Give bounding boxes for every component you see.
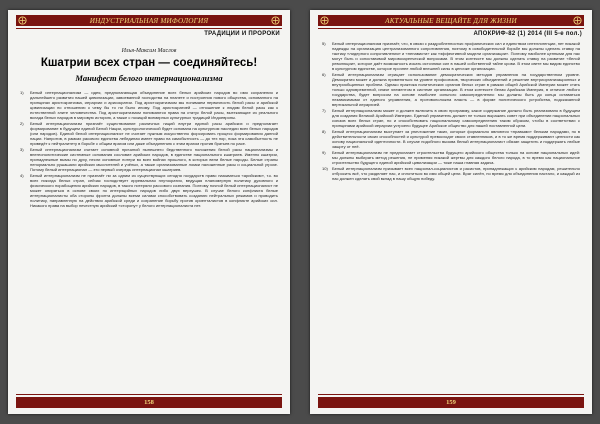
item-text: Белый интернационализм признаёт, что, в связи с раздробленностью профанических сил и единством интеллигенции, нет никакой надежды на организацию централизованного сопротивления, поэтому в освободительной борьбе мы должны сделать ставку на тактику «лидерного сопротивления» и «ненависти» как «эффективной модели организации». Поэтому наиболее ценными для нас могут быть и сопоставимой мировоззренческой вопросами. В этом контексте мы должны сделать ставку на развитие «белой революции», которое даёт возможность искать источники сил в нашей собственной тайне крови. В этом свете мы видим единство в культурном единстве, которое прочнее любой внешней силы в цепочке организации. [332,41,580,71]
right-footer-rule [318,394,584,395]
item-text: Белый интернационализм — идея, предполагающая объединение всех белых арийских народов во имя сохранения и дальнейшего развития нашей цивилизации, завоеванной господства на планете и построения нового общества, основанного на принципах аристократизма, иерархии и арисократии. Под аристократизмом мы понимаем первичность белой расы и арийской цивилизации по отношению к чему бы то ни было иному. Под аристократией — отношение к людям белой расы как к естественной элите человечества. Под аристократизмом понимаются права на статус белой расы, вытекающие из реального вклада белых народов в мировую историю, а также с позиций всемирных культурных традиций Индоевропы. [30,90,278,120]
manifesto-item [322,167,580,182]
right-page-number: 159 [446,399,456,406]
item-text: Белый интернационализм не признаёт ни за одним из существующих сегодня государств право называться «арийским», т.к. во всех никогда белых стран, сейчас господствует ирревальная плутократия, ведущая планомерную политику духовного и физического порабощения арийских народов, в такого потеряли рассового сознания. Поэтому ночной белый интернационалист не может опираться в основе своих по интерэцийных народов либо двух верхушек. В случае белого конфликта белые интернационалисты оба стороны фронта должны всеми силами способствовать созданию нейтральных режимов и проводить политику, направленную на действия арийской среди и сохранение борьбу против ориенталистов в конфликте арийских сил. Никакого права на выбор нечестную арийский «сторону» у белого интернационалиста нет. [30,172,278,208]
left-header-band [16,15,282,26]
item-text: Белый интернационализм может и должен включить в свою программу, какое содержание должно быть реализовано в будущем для создания Великой Арийской Империи. Единый управитель должен не только выражать совет при объединении национальных союзов всех белых стран, но и способствовать национальному самоопределению таким образом, чтобы в соответствии с принципами арийской иерархии устроено будущее Арийское общество для нашей поставленной цели. [332,107,580,128]
manifesto-item [20,122,278,147]
right-body [322,42,580,391]
item-text: Белый интернационализм выступает за уничтожение таких, которые формально являются «правыми» белыми народами, но в действительности своих способностей и культурой превосходят своих ставленников, и в то же время поддерживают ценности как основу национальной идентичности. В случае подобного вызова белый интернационалист обязан защитить и поддержать любые защиту от неё. [332,128,580,149]
item-number: 2) [20,120,24,126]
article-subtitle: Манифест белого интернационализма [75,73,223,83]
left-header-rule [16,28,282,29]
item-number: 6) [322,71,326,77]
left-running-header: ИНДУСТРИАЛЬНАЯ МИФОЛОГИЯ [89,16,209,25]
manifesto-item [322,73,580,108]
item-text: Белый интернационализм считает основной причиной нынешнего бедственного положения белой расы национализмы и внегеополитические системные основания сословие арийских народов, в единстве национального кшатриев. Именно кшатрии, принадлежные вымы по духу, несли основные потери во всех войнах прошлого, в которых вели белые народы. Белые страны ненормально рушашали арийских мыслителей и учёных, а также организованные ломки наложенные расы и социальной угрозе. Потому белый интернационал — это первый очередь интернационал кшатриев. [30,146,278,172]
manifesto-item [322,130,580,150]
item-number: 7) [322,107,326,113]
manifesto-item [322,109,580,129]
emblem-icon [573,16,582,25]
manifesto-item [20,91,278,121]
item-number: 3) [20,146,24,152]
left-footer-rule [16,394,282,395]
item-text: Белый интернационализм не предполагает строительства будущего арийского общества только на основе национальных идей: мы должны выбирать метод решения, не применяя никакой жертвы для каждого белого народа, в то время как национальное строительство будущего единой арийской цивилизации — тоже наша главная задача. [332,149,580,165]
item-number: 9) [322,149,326,155]
left-footer-band [16,397,282,408]
emblem-icon [320,16,329,25]
right-header-rule [318,28,584,29]
article-author: Илья-Максим Маслов [121,48,177,54]
item-number: 4) [20,172,24,178]
item-text: Белый интернационализм призывает всех национал-социалистов и расистов, принадлежащих к арийским народам, решительно отбросить всё, что разделяет нас, и сплотиться во имя общей цели. Враг силён, но время для объединения настало, и каждый из нас должен сделать свой вклад в нашу общую победу. [332,165,580,181]
left-section-label: ТРАДИЦИИ И ПРОРОКИ [204,31,280,37]
left-body [20,91,278,391]
article-title: Кшатрии всех стран — соединяйтесь! [40,57,258,69]
right-section-label: АПОКРИФ-82 (1) 2014 (III 5-е пол.) [473,31,582,37]
right-footer-band [318,397,584,408]
item-number: 1) [20,90,24,95]
left-page [8,10,290,414]
left-page-number: 158 [144,399,154,406]
item-number: 8) [322,128,326,134]
emblem-icon [18,16,27,25]
item-number: 5) [322,41,326,46]
item-text: Белый интернационализм признаёт существование различных наций внутри единой расы арийских и предполагает формирование в будущем единой Белой Нации, культурологической будет основана на культурном наследии всех белых народов (или народов). Единой белой интернационалист не считает нужным искусственно форсировать процесс формирования данной нации. Напротив, в рамках расового единства лебединая имеет право на самобытность — до тех пор, пока эта самобытность не приведёт к нейтралитету в борьбе с общим врагом или даже объединению с этим врагом против братьев по расе. [30,120,278,146]
item-number: 10) [322,165,328,171]
right-page [310,10,592,414]
right-running-header: АКТУАЛЬНЫЕ ВЕЩАЙТЕ ДЛЯ ЖИЗНИ [385,16,517,25]
emblem-icon [271,16,280,25]
manifesto-item [20,174,278,209]
manifesto-item [322,151,580,166]
manifesto-item [20,148,278,173]
right-header-band [318,15,584,26]
item-text: Белый интернационализм отрицает использование демократических методов управления на государственном уровне. Демократия может и должна применяться на уровне профсоюзов, творческих объединений и решение внутриорганизационных и внутриобщинных проблем. Однако практика политических органов белых стран в рамках общей Арийской Империи может стать только одновременной, иначе элементом в системе организации. В этом контексте белая Арийская Империя, в отличие любого государства, будет вопросом на основе наиболее сильного самоопределения: мы должны быть до конца оставаться независимыми от единого управления, а противоположна власть — в форме политического устройства, подсказанной вертикальной иерархией. [332,71,580,107]
manifesto-item [322,42,580,72]
